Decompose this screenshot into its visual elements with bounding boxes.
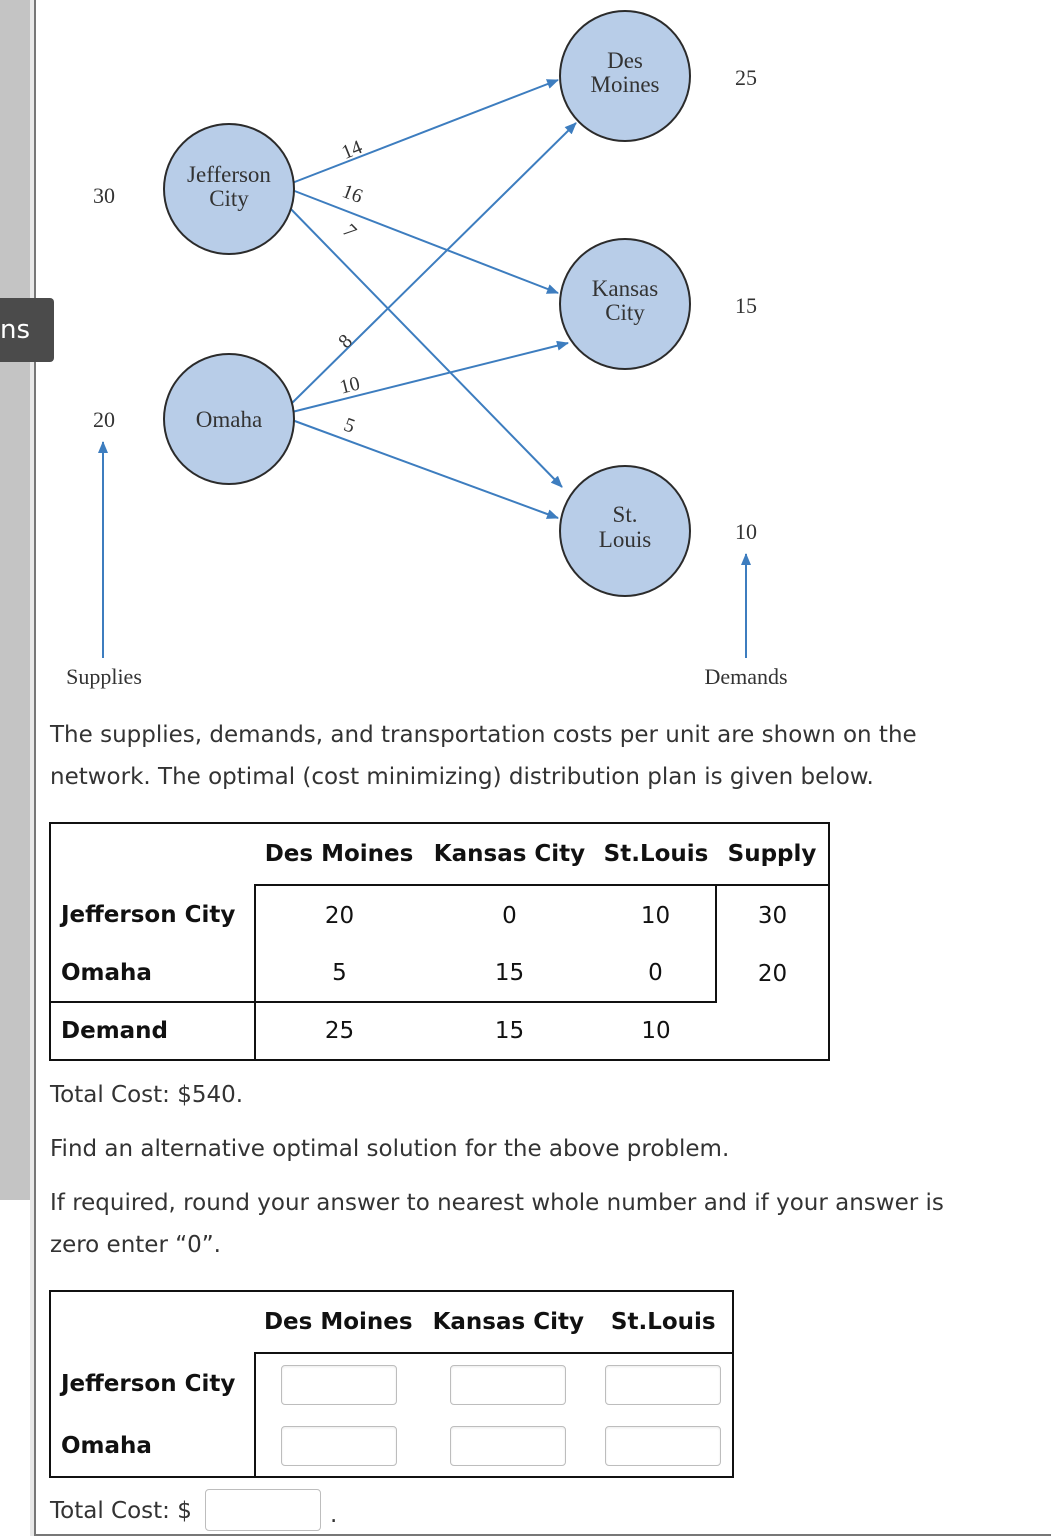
answer-row-label-jefferson: Jefferson City	[50, 1353, 255, 1415]
answer-input-omaha-kansascity[interactable]	[450, 1426, 566, 1466]
demand-value-stlouis: 10	[735, 519, 757, 544]
node-st-louis	[560, 466, 690, 596]
node-stlouis-name-2: Louis	[598, 527, 652, 552]
cost-label-omaha-desmoines: 8	[334, 330, 357, 353]
answer-table	[49, 1290, 734, 1478]
answer-input-jefferson-stlouis[interactable]	[605, 1365, 721, 1405]
plan-header-desmoines: Des Moines	[255, 823, 423, 885]
node-kansascity-name-2: City	[605, 300, 645, 325]
plan-cell-jefferson-stlouis: 10	[596, 885, 716, 945]
plan-cell-jefferson-supply: 30	[757, 902, 788, 929]
demand-value-kansascity: 15	[735, 293, 757, 318]
plan-header-stlouis: St.Louis	[596, 823, 716, 885]
plan-cell-jefferson-desmoines: 20	[324, 902, 355, 929]
table-row	[50, 945, 829, 1002]
node-stlouis-name-1: St.	[612, 502, 638, 527]
instructions-line-2: zero enter “0”.	[50, 1232, 221, 1258]
node-kansascity-name-1: Kansas	[591, 276, 659, 301]
plan-row-label-demand: Demand	[50, 1002, 255, 1060]
node-jefferson-name-2: City	[209, 186, 249, 211]
cost-label-jefferson-kansascity: 16	[339, 180, 366, 208]
question-text: Find an alternative optimal solution for the above problem.	[50, 1136, 730, 1162]
plan-cell-omaha-kansascity: 15	[423, 945, 596, 1002]
left-rail	[0, 0, 30, 1200]
plan-header-blank	[50, 823, 255, 885]
plan-cell-omaha-desmoines: 5	[255, 945, 423, 1002]
total-cost-input-label: Total Cost: $	[50, 1498, 192, 1524]
answer-header-blank	[50, 1291, 255, 1353]
plan-cell-omaha-supply: 20	[757, 960, 788, 987]
plan-cell-demand-blank	[716, 1002, 829, 1060]
answer-row-label-omaha: Omaha	[50, 1415, 255, 1477]
answer-input-omaha-stlouis[interactable]	[605, 1426, 721, 1466]
table-row	[50, 1002, 829, 1060]
answer-input-jefferson-kansascity[interactable]	[450, 1365, 566, 1405]
plan-header-supply: Supply	[716, 823, 829, 885]
node-jefferson-city	[164, 124, 294, 254]
node-kansas-city	[560, 239, 690, 369]
table-row	[50, 1353, 733, 1415]
supplies-label: Supplies	[66, 664, 142, 689]
cost-label-omaha-stlouis: 5	[340, 413, 358, 438]
arc-jefferson-kansascity	[292, 190, 558, 293]
node-omaha-name: Omaha	[195, 407, 263, 432]
node-desmoines-name-2: Moines	[590, 72, 660, 97]
supply-value-omaha: 20	[93, 407, 115, 432]
answer-input-omaha-desmoines[interactable]	[281, 1426, 397, 1466]
answer-header-kansascity: Kansas City	[422, 1291, 594, 1353]
total-cost-text: Total Cost: $540.	[50, 1082, 244, 1108]
cost-label-jefferson-stlouis: 7	[337, 219, 361, 243]
left-border	[34, 0, 36, 1536]
cost-label-jefferson-desmoines: 14	[338, 136, 366, 164]
arc-omaha-kansascity	[292, 343, 568, 412]
plan-cell-demand-desmoines: 25	[324, 1018, 355, 1044]
arc-omaha-stlouis	[292, 420, 558, 518]
answer-input-jefferson-desmoines[interactable]	[281, 1365, 397, 1405]
side-tab-label: ns	[0, 315, 31, 345]
table-row	[50, 1415, 733, 1477]
answer-header-desmoines: Des Moines	[255, 1291, 423, 1353]
node-des-moines	[560, 11, 690, 141]
description-line-1: The supplies, demands, and transportation costs per unit are shown on the	[50, 722, 917, 748]
instructions-line-1: If required, round your answer to nearest whole number and if your answer is	[50, 1190, 944, 1216]
plan-cell-demand-stlouis: 10	[641, 1018, 671, 1044]
supply-value-jefferson: 30	[93, 183, 115, 208]
node-jefferson-name-1: Jefferson	[187, 162, 271, 187]
arc-jefferson-desmoines	[292, 80, 558, 183]
plan-row-label-omaha: Omaha	[50, 945, 255, 1002]
arc-omaha-desmoines	[290, 123, 576, 405]
plan-cell-demand-kansascity: 15	[494, 1018, 525, 1044]
arc-jefferson-stlouis	[286, 204, 562, 487]
total-cost-input[interactable]	[205, 1489, 321, 1531]
plan-header-kansascity: Kansas City	[423, 823, 596, 885]
table-row	[50, 885, 829, 945]
node-desmoines-name-1: Des	[607, 48, 643, 73]
optimal-plan-table	[49, 822, 830, 1061]
plan-cell-jefferson-kansascity: 0	[502, 902, 517, 929]
cost-label-omaha-kansascity: 10	[337, 372, 363, 399]
node-omaha	[164, 354, 294, 484]
network-diagram	[40, 0, 840, 700]
demand-value-desmoines: 25	[735, 65, 757, 90]
description-line-2: network. The optimal (cost minimizing) distribution plan is given below.	[50, 764, 874, 790]
demands-label: Demands	[704, 664, 788, 689]
plan-row-label-jefferson: Jefferson City	[50, 885, 255, 945]
total-cost-suffix: .	[330, 1502, 338, 1528]
answer-header-stlouis: St.Louis	[595, 1291, 733, 1353]
plan-cell-omaha-stlouis: 0	[596, 945, 716, 1002]
